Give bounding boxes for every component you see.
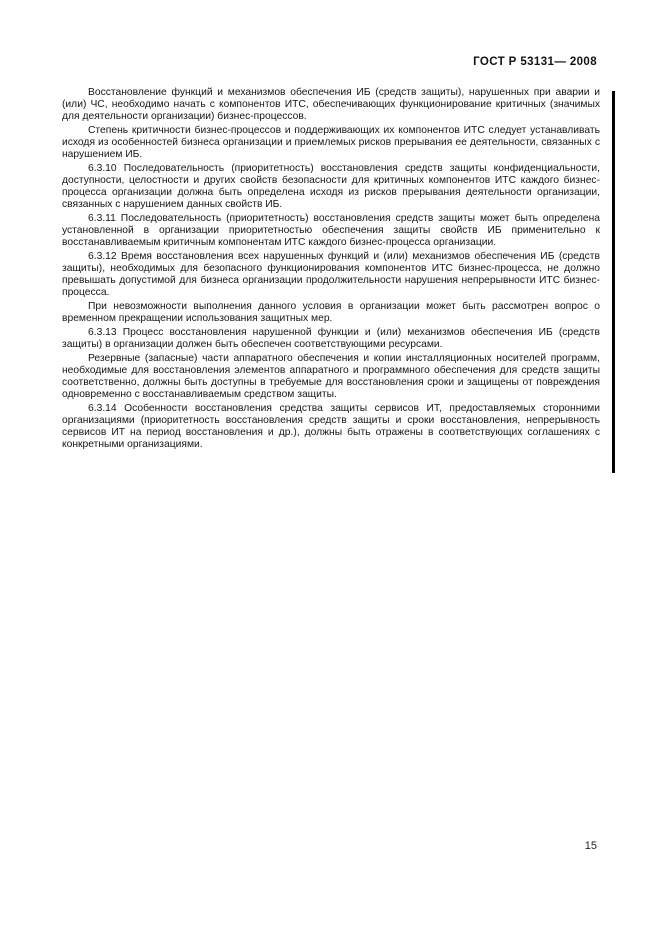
paragraph: Степень критичности бизнес-процессов и поддерживающих их компонентов ИТС следует устанавливать исходя из особенностей бизнеса организации и приемлемых рисков прерывания ее деятельности, связанных с нарушением ИБ. bbox=[62, 125, 600, 160]
paragraph-clause-6-3-13: 6.3.13 Процесс восстановления нарушенной функции и (или) механизмов обеспечения ИБ (средств защиты) в организации должен быть обеспечен соответствующими ресурсами. bbox=[62, 327, 600, 350]
document-body bbox=[62, 87, 600, 453]
paragraph: Резервные (запасные) части аппаратного обеспечения и копии инсталляционных носителей программ, необходимые для восстановления элементов аппаратного и программного обеспечения для средств защиты соответственно, должны быть доступны в требуемые для восстановления сроки и защищены от повреждения одновременно с восстанавливаемым средством защиты. bbox=[62, 353, 600, 400]
paragraph-clause-6-3-10: 6.3.10 Последовательность (приоритетность) восстановления средств защиты конфиденциальности, доступности, целостности и других свойств безопасности для критичных компонентов ИТС каждого бизнес-процесса организации должна быть определена исходя из рисков прерывания деятельности организации, связанных с нарушением данных свойств ИБ. bbox=[62, 163, 600, 210]
paragraph: Восстановление функций и механизмов обеспечения ИБ (средств защиты), нарушенных при аварии и (или) ЧС, необходимо начать с компонентов ИТС, обеспечивающих функционирование критичных (значимых для деятельности организации) бизнес-процессов. bbox=[62, 87, 600, 122]
revision-change-bar bbox=[612, 91, 615, 473]
paragraph-clause-6-3-12: 6.3.12 Время восстановления всех нарушенных функций и (или) механизмов обеспечения ИБ (средств защиты), необходимых для безопасного функционирования компонентов ИТС бизнес-процесса, не должно превышать допустимой для бизнеса организации продолжительности нарушения непрерывности ИТС бизнес-процесса. bbox=[62, 251, 600, 298]
page-number: 15 bbox=[584, 840, 597, 852]
paragraph-clause-6-3-14: 6.3.14 Особенности восстановления средства защиты сервисов ИТ, предоставляемых сторонними организациями (приоритетность восстановления средств защиты и сроки восстановления, непрерывность сервисов ИТ на период восстановления и др.), должны быть отражены в соответствующих соглашениях с конкретными организациями. bbox=[62, 403, 600, 450]
paragraph-clause-6-3-11: 6.3.11 Последовательность (приоритетность) восстановления средств защиты может быть определена установленной в организации приоритетностью обеспечения защиты свойств ИБ применительно к восстанавливаемым критичным компонентам ИТС каждого бизнес-процесса организации. bbox=[62, 213, 600, 248]
paragraph: При невозможности выполнения данного условия в организации может быть рассмотрен вопрос о временном прекращении использования защитных мер. bbox=[62, 301, 600, 324]
page-header-standard-designation: ГОСТ Р 53131— 2008 bbox=[473, 56, 597, 68]
